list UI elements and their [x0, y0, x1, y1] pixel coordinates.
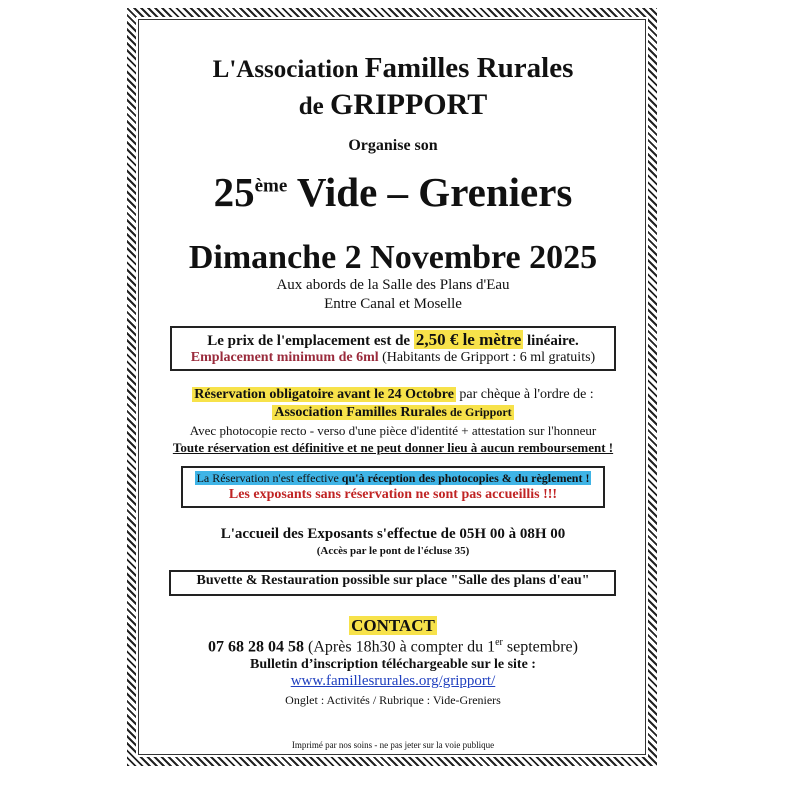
event-title-text: Vide – Greniers — [287, 169, 573, 215]
welcome-hours: L'accueil des Exposants s'effectue de 05H 00 à 08H 00 — [220, 526, 566, 542]
event-number-suffix: ème — [254, 175, 288, 197]
reservation-docs: Avec photocopie recto - verso d'une pièce d'identité + attestation sur l'honneur — [189, 423, 597, 438]
event-location-1: Aux abords de la Salle des Plans d'Eau — [276, 277, 510, 293]
warning-line-1 — [145, 471, 641, 486]
contact-phone-note-end: septembre) — [502, 638, 578, 656]
event-location-2: Entre Canal et Moselle — [324, 296, 462, 312]
payee-location: de Gripport — [446, 405, 512, 419]
reservation-deadline: Réservation obligatoire avant le 24 Octobre — [194, 387, 454, 402]
contact-bulletin: Bulletin d’inscription téléchargeable sur le site : — [250, 657, 536, 672]
minimum-line — [145, 350, 641, 366]
warning-reception: qu'à réception des photocopies & du règlement ! — [338, 471, 590, 485]
header-gripport: GRIPPORT — [329, 88, 488, 121]
payee-highlight — [272, 405, 513, 420]
contact-onglet: Onglet : Activités / Rubrique : Vide-Greniers — [285, 693, 501, 707]
price-value: 2,50 € le mètre — [415, 330, 522, 349]
price-suffix: linéaire. — [523, 333, 579, 349]
minimum-text: Emplacement minimum de 6ml — [190, 350, 379, 365]
buvette-text: Buvette & Restauration possible sur place "Salle des plans d'eau" — [196, 573, 590, 588]
contact-title-line — [145, 616, 641, 636]
reservation-deadline-suffix: par chèque à l'ordre de : — [455, 387, 594, 402]
contact-url-link[interactable]: www.famillesrurales.org/gripport/ — [290, 673, 496, 689]
organise-text: Organise son — [348, 137, 438, 154]
minimum-note: (Habitants de Gripport : 6 ml gratuits) — [378, 350, 596, 365]
event-title — [145, 168, 641, 216]
payee-line — [145, 405, 641, 421]
contact-title: CONTACT — [351, 616, 435, 635]
contact-phone-note: (Après 18h30 à compter du 1 — [304, 638, 496, 656]
header-line-2 — [145, 88, 641, 122]
price-line — [145, 330, 641, 350]
header-line-1 — [145, 52, 641, 85]
header-de: de — [298, 93, 330, 120]
event-date: Dimanche 2 Novembre 2025 — [188, 239, 598, 276]
payee-name: Association Familles Rurales — [274, 405, 447, 420]
header-association: L'Association — [212, 56, 365, 83]
header-familles-rurales: Familles Rurales — [364, 52, 574, 84]
warning-line-2: Les exposants sans réservation ne sont pas accueillis !!! — [228, 487, 558, 502]
contact-phone-line — [145, 637, 641, 656]
reservation-deadline-line — [145, 387, 641, 403]
contact-phone-note-sup: er — [495, 637, 503, 648]
welcome-access: (Accès par le pont de l'écluse 35) — [316, 545, 470, 557]
event-number: 25 — [213, 169, 255, 215]
contact-url-line — [145, 673, 641, 690]
footer-note: Imprimé par nos soins - ne pas jeter sur la voie publique — [291, 740, 495, 750]
warning-highlight — [195, 471, 592, 485]
warning-effective: La Réservation n'est effective — [196, 471, 339, 485]
reservation-final: Toute réservation est définitive et ne peut donner lieu à aucun remboursement ! — [172, 440, 614, 455]
price-prefix: Le prix de l'emplacement est de — [207, 333, 414, 349]
contact-phone: 07 68 28 04 58 — [208, 638, 305, 656]
